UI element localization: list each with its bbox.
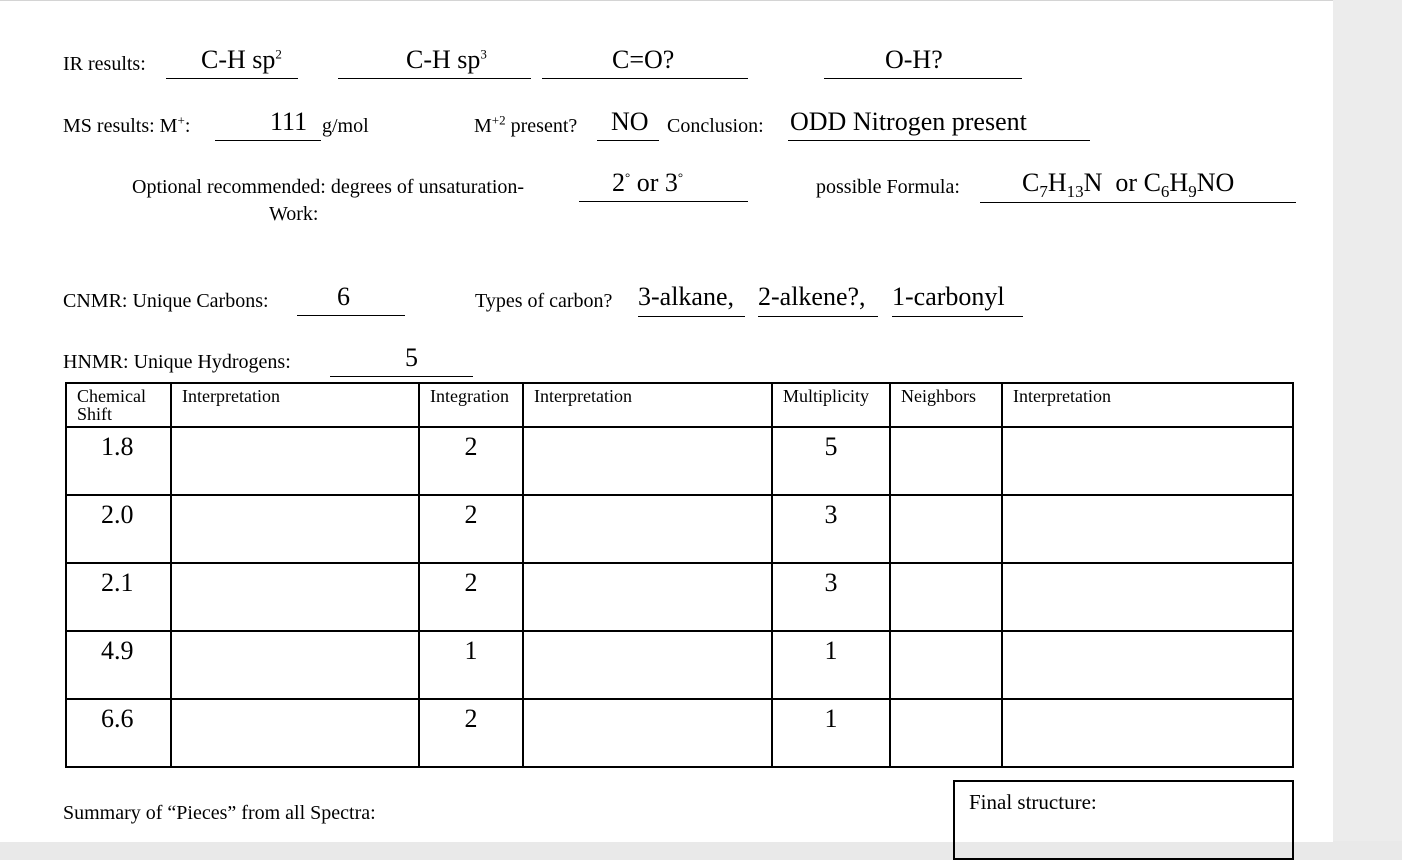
ir-blank-4 (824, 78, 1022, 79)
ir-item-ch-sp3-text: C-H sp (406, 45, 481, 74)
header-interpretation-2: Interpretation (523, 383, 772, 427)
f2-h-sub: 9 (1188, 182, 1197, 202)
carbon-type-carbonyl: 1-carbonyl (892, 282, 1005, 311)
multiplicity-cell: 5 (772, 427, 890, 495)
work-label: Work: (269, 203, 319, 225)
integration-cell: 1 (419, 631, 523, 699)
carbon-type-alkene: 2-alkene?, (758, 282, 866, 311)
formula-or: or (1115, 168, 1138, 197)
conclusion-blank (788, 140, 1090, 141)
header-integration: Integration (419, 383, 523, 427)
chemical-shift-cell: 2.1 (66, 563, 171, 631)
carbon-types-label: Types of carbon? (475, 290, 613, 312)
table-row (66, 563, 1293, 631)
m2-label-sup: +2 (491, 112, 506, 128)
table-row (66, 427, 1293, 495)
side-gutter (1333, 0, 1402, 841)
ir-item-ch-sp3 (406, 45, 487, 75)
hnmr-blank (330, 376, 473, 377)
m2-label-suffix: present? (505, 115, 578, 137)
final-structure-box[interactable] (953, 780, 1294, 860)
chemical-shift-cell: 4.9 (66, 631, 171, 699)
ir-item-ch-sp2-text: C-H sp (201, 45, 276, 74)
m2-present-label (474, 112, 578, 138)
ir-blank-2 (338, 78, 531, 79)
unsat-or: or (630, 168, 665, 197)
f1-c: C (1022, 168, 1040, 197)
ir-item-ch-sp2 (201, 45, 282, 75)
table-row (66, 699, 1293, 767)
neighbors-cell[interactable] (890, 427, 1002, 495)
integration-cell: 2 (419, 563, 523, 631)
carbon-type-alkane-blank (638, 316, 745, 317)
header-neighbors: Neighbors (890, 383, 1002, 427)
unsat-value-b: 3 (664, 168, 678, 197)
interpretation-cell[interactable] (1002, 495, 1293, 563)
interpretation-cell[interactable] (1002, 699, 1293, 767)
ir-blank-1 (166, 78, 298, 79)
ir-item-co: C=O? (612, 45, 675, 74)
hnmr-value: 5 (405, 343, 418, 372)
table-row (66, 631, 1293, 699)
header-chemical-shift: Chemical Shift (66, 383, 171, 427)
f1-h: H (1047, 168, 1067, 197)
ms-results-label (63, 112, 191, 138)
unsaturation-blank (579, 201, 748, 202)
summary-label: Summary of “Pieces” from all Spectra: (63, 802, 376, 824)
f1-h-sub: 13 (1066, 182, 1084, 202)
integration-cell: 2 (419, 427, 523, 495)
chemical-shift-cell: 1.8 (66, 427, 171, 495)
m2-answer-blank (597, 140, 659, 141)
m2-answer: NO (611, 107, 649, 136)
ir-item-oh: O-H? (885, 45, 943, 74)
f2-c-sub: 6 (1160, 182, 1170, 202)
ms-mass-unit: g/mol (322, 115, 369, 137)
m2-label-base: M (474, 115, 492, 137)
interpretation-cell[interactable] (523, 427, 772, 495)
f2-rest: NO (1196, 168, 1235, 197)
interpretation-cell[interactable] (171, 563, 419, 631)
final-structure-label: Final structure: (969, 790, 1097, 814)
unsat-deg-a: ° (625, 169, 631, 185)
ir-item-ch-sp2-sup: 2 (275, 46, 282, 62)
f1-c-sub: 7 (1039, 182, 1048, 202)
formula-value (1022, 168, 1235, 202)
f2-c: C (1143, 168, 1161, 197)
formula-blank (980, 202, 1296, 203)
conclusion-label: Conclusion: (667, 115, 764, 137)
interpretation-cell[interactable] (523, 495, 772, 563)
multiplicity-cell: 1 (772, 699, 890, 767)
unsat-value-a: 2 (612, 168, 625, 197)
neighbors-cell[interactable] (890, 699, 1002, 767)
unsat-deg-b: ° (677, 169, 684, 185)
multiplicity-cell: 3 (772, 563, 890, 631)
carbon-type-carbonyl-blank (892, 316, 1023, 317)
ms-mass-blank (215, 140, 321, 141)
integration-cell: 2 (419, 699, 523, 767)
interpretation-cell[interactable] (523, 563, 772, 631)
table-row (66, 495, 1293, 563)
cnmr-label: CNMR: Unique Carbons: (63, 290, 269, 312)
neighbors-cell[interactable] (890, 563, 1002, 631)
interpretation-cell[interactable] (523, 699, 772, 767)
ms-label-prefix: MS results: M (63, 115, 178, 137)
cnmr-value: 6 (337, 282, 350, 311)
header-multiplicity: Multiplicity (772, 383, 890, 427)
interpretation-cell[interactable] (171, 427, 419, 495)
integration-cell: 2 (419, 495, 523, 563)
interpretation-cell[interactable] (1002, 563, 1293, 631)
header-interpretation-3: Interpretation (1002, 383, 1293, 427)
interpretation-cell[interactable] (1002, 427, 1293, 495)
ms-label-suffix: : (184, 115, 191, 137)
neighbors-cell[interactable] (890, 631, 1002, 699)
interpretation-cell[interactable] (171, 631, 419, 699)
carbon-type-alkene-blank (758, 316, 878, 317)
f1-n: N (1083, 168, 1103, 197)
ir-results-label: IR results: (63, 53, 146, 75)
interpretation-cell[interactable] (523, 631, 772, 699)
f2-h: H (1169, 168, 1189, 197)
ms-mass-value: 111 (270, 107, 308, 136)
interpretation-cell[interactable] (171, 699, 419, 767)
neighbors-cell[interactable] (890, 495, 1002, 563)
interpretation-cell[interactable] (171, 495, 419, 563)
unsaturation-label: Optional recommended: degrees of unsaturation- (132, 176, 525, 198)
hnmr-table (65, 382, 1294, 768)
ir-blank-3 (542, 78, 748, 79)
multiplicity-cell: 3 (772, 495, 890, 563)
hnmr-label: HNMR: Unique Hydrogens: (63, 351, 291, 373)
table-header-row (66, 383, 1293, 427)
carbon-type-alkane: 3-alkane, (638, 282, 735, 311)
multiplicity-cell: 1 (772, 631, 890, 699)
unsaturation-value (612, 168, 683, 198)
formula-label: possible Formula: (816, 176, 960, 198)
chemical-shift-cell: 2.0 (66, 495, 171, 563)
interpretation-cell[interactable] (1002, 631, 1293, 699)
cnmr-blank (297, 315, 405, 316)
chemical-shift-cell: 6.6 (66, 699, 171, 767)
header-interpretation-1: Interpretation (171, 383, 419, 427)
ir-item-ch-sp3-sup: 3 (480, 46, 487, 62)
conclusion-value: ODD Nitrogen present (790, 107, 1027, 136)
ms-label-sup: + (177, 112, 185, 128)
